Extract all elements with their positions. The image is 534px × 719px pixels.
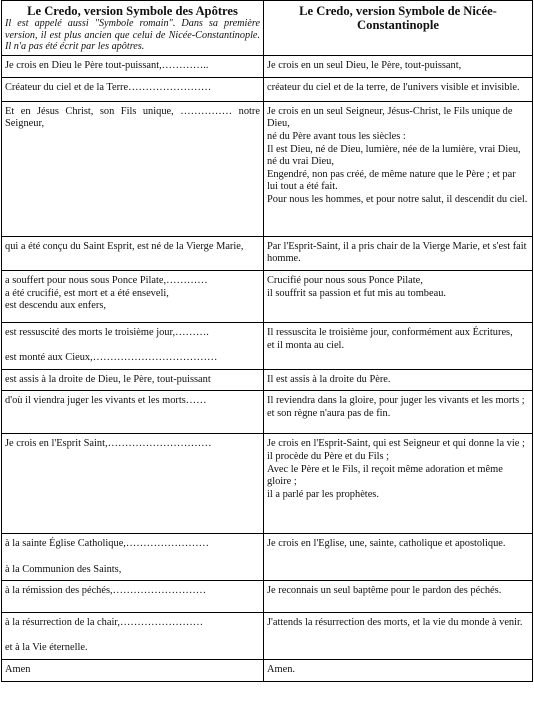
table-row [2,434,533,534]
left-header-cell [2,1,264,56]
table-row [2,391,533,434]
apostles-creed-text: est ressuscité des morts le troisième jour,………. est monté aux Cieux,……………………………… [5,326,218,364]
nicene-creed-cell [264,534,533,581]
nicene-creed-cell [264,434,533,534]
apostles-creed-text: a souffert pour nous sous Ponce Pilate,………… a été crucifié, est mort et a été enseveli, est descendu aux enfers, [5,274,208,312]
nicene-creed-cell [264,270,533,322]
apostles-creed-cell [2,236,264,270]
apostles-creed-cell [2,369,264,391]
nicene-creed-text: Amen. [267,663,295,675]
apostles-creed-cell [2,534,264,581]
nicene-creed-cell [264,581,533,613]
apostles-creed-cell [2,77,264,101]
apostles-creed-text: qui a été conçu du Saint Esprit, est né de la Vierge Marie, [5,240,244,252]
apostles-creed-cell [2,270,264,322]
apostles-creed-text: à la rémission des péchés,……………………… [5,585,207,597]
nicene-creed-cell [264,77,533,101]
nicene-creed-text: Je crois en un seul Dieu, le Père, tout-puissant, [267,59,462,71]
apostles-creed-cell [2,434,264,534]
table-row [2,101,533,236]
apostles-creed-cell [2,391,264,434]
table-row [2,534,533,581]
nicene-creed-cell [264,369,533,391]
table-row [2,55,533,77]
nicene-creed-text: Par l'Esprit-Saint, il a pris chair de la Vierge Marie, et s'est fait homme. [267,240,527,265]
apostles-creed-cell [2,101,264,236]
nicene-creed-text: Je crois en l'Eglise, une, sainte, catholique et apostolique. [267,538,506,550]
table-body [2,55,533,681]
apostles-creed-text: Je crois en l'Esprit Saint,………………………… [5,438,212,450]
apostles-creed-text: Je crois en Dieu le Père tout-puissant,………….. [5,59,209,71]
nicene-creed-cell [264,101,533,236]
apostles-creed-cell [2,659,264,681]
apostles-creed-cell [2,322,264,369]
nicene-creed-text: Je crois en un seul Seigneur, Jésus-Christ, le Fils unique de Dieu, né du Père avant tous les siècles : Il est Dieu, né de Dieu, lumière, née de la lumière, vrai Dieu, né du vrai Dieu, Engendré, non pas créé, de même nature que le Père ; et par lui tout a été fait. Pour nous les hommes, et pour notre salut, il descendit du ciel. [267,105,528,205]
nicene-creed-text: Crucifié pour nous sous Ponce Pilate, il souffrit sa passion et fut mis au tombeau. [267,274,447,299]
nicene-creed-text: Je reconnais un seul baptême pour le pardon des péchés. [267,585,502,597]
table-row [2,369,533,391]
nicene-creed-text: créateur du ciel et de la terre, de l'univers visible et invisible. [267,81,520,93]
table-row [2,236,533,270]
left-column-intro: Il est appelé aussi "Symbole romain". Dans sa première version, il est plus ancien que celui de Nicée-Constantinople. Il n'a pas été écrit par les apôtres. [5,18,260,53]
apostles-creed-text: à la sainte Église Catholique,…………………… à la Communion des Saints, [5,538,210,575]
table-row [2,613,533,660]
table-row [2,77,533,101]
nicene-creed-cell [264,613,533,660]
apostles-creed-text: est assis à la droite de Dieu, le Père, tout-puissant [5,373,211,385]
apostles-creed-text: à la résurrection de la chair,…………………… et à la Vie éternelle. [5,617,204,654]
nicene-creed-cell [264,391,533,434]
apostles-creed-cell [2,581,264,613]
apostles-creed-cell [2,55,264,77]
right-column-title: Le Credo, version Symbole de Nicée-Constantinople [299,4,497,32]
nicene-creed-text: Il reviendra dans la gloire, pour juger les vivants et les morts ; et son règne n'aura pas de fin. [267,395,525,419]
table-row [2,270,533,322]
nicene-creed-text: Il est assis à la droite du Père. [267,373,391,385]
apostles-creed-text: d'où il viendra juger les vivants et les morts…… [5,395,207,407]
right-header-cell [264,1,533,56]
credo-comparison-table [1,0,533,682]
apostles-creed-cell [2,613,264,660]
nicene-creed-text: J'attends la résurrection des morts, et la vie du monde à venir. [267,617,523,629]
nicene-creed-cell [264,322,533,369]
left-column-title: Le Credo, version Symbole des Apôtres [27,4,238,18]
nicene-creed-cell [264,55,533,77]
table-header-row [2,1,533,56]
nicene-creed-text: Il ressuscita le troisième jour, conformément aux Écritures, et il monta au ciel. [267,326,513,351]
table-row [2,581,533,613]
apostles-creed-text: Amen [5,663,31,675]
nicene-creed-text: Je crois en l'Esprit-Saint, qui est Seigneur et qui donne la vie ; il procède du Père et du Fils ; Avec le Père et le Fils, il reçoit même adoration et même gloire ; il a parlé par les prophètes. [267,438,525,500]
nicene-creed-cell [264,659,533,681]
nicene-creed-cell [264,236,533,270]
apostles-creed-text: Et en Jésus Christ, son Fils unique, …………… notre Seigneur, [5,105,260,130]
table-row [2,659,533,681]
table-row [2,322,533,369]
apostles-creed-text: Créateur du ciel et de la Terre…………………… [5,81,212,93]
